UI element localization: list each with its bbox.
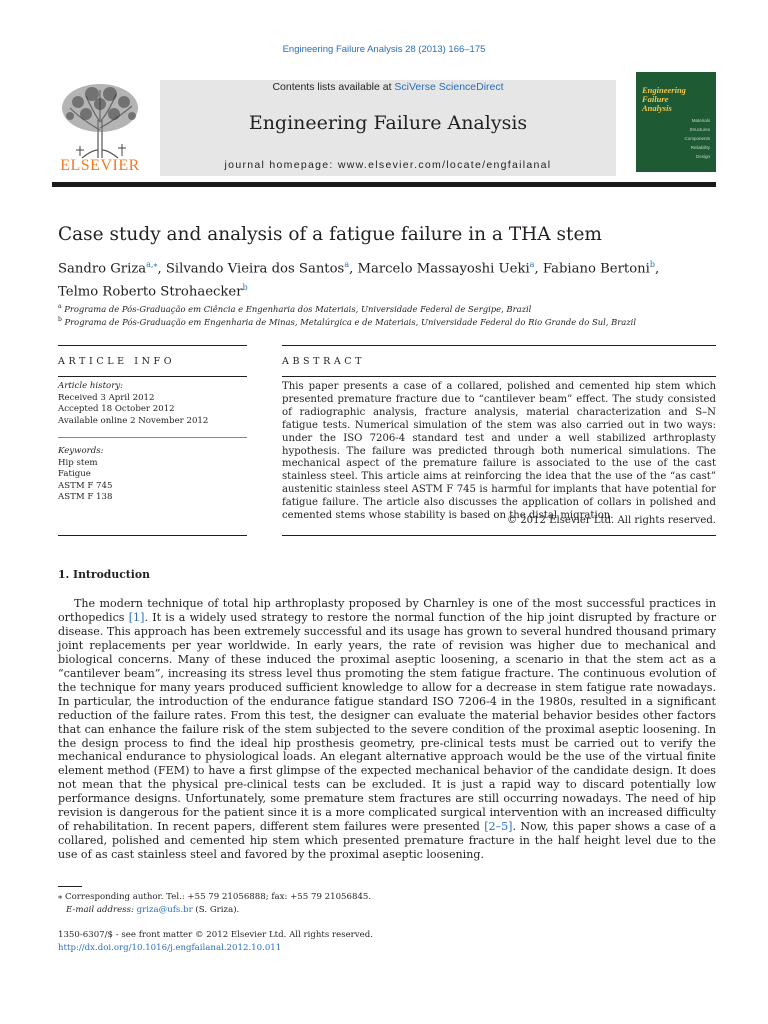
author-name: Fabiano Bertoni bbox=[542, 261, 650, 277]
author-name: Marcelo Massayoshi Ueki bbox=[357, 261, 530, 277]
author-affiliation-mark[interactable]: b bbox=[242, 282, 248, 292]
author-affiliation-mark[interactable]: a bbox=[344, 260, 350, 269]
cover-title-line: Analysis bbox=[642, 103, 672, 113]
abstract-text: This paper presents a case of a collared, polished and cemented hip stem which presented premature fracture due to “cantilever beam” effect. The study consisted of radiographic analysis, fracture analysis, material characterization and S–N fatigue tests. Numerical simulation of the stem was also carried out in two ways: under the ISO 7206-4 standard test and under a well stabilized arthroplasty hypothesis. The failure was predicted through both numerical simulations. The mechanical aspect of the premature failure is associated to the use of the cast stainless steel. This article aims at reinforcing the idea that the use of the “as cast” austenitic stainless steel ASTM F 745 is harmful for implants that have potential for fatigue failure. The article also discusses the application of collars in polished and cemented stems whose stability is based on the distal migration. bbox=[282, 381, 716, 522]
cover-subject: Design bbox=[695, 154, 710, 159]
author-separator: , bbox=[349, 261, 358, 277]
history-item: Received 3 April 2012 bbox=[58, 392, 155, 403]
section-heading-introduction: 1. Introduction bbox=[58, 568, 150, 581]
keyword: Hip stem bbox=[58, 457, 98, 468]
author-affiliation-mark[interactable]: a bbox=[529, 260, 535, 269]
footnote-mark: ⁎ bbox=[58, 892, 63, 902]
abstract-rule bbox=[282, 376, 716, 377]
paragraph-text: . Now, this paper shows a case of a collared, polished and cemented hip stem which presented premature fracture in the half height level due to the use of as cast stainless steel and favored by the proximal aseptic loosening. bbox=[58, 820, 716, 862]
email-label: E-mail address: bbox=[66, 905, 134, 915]
affiliation-mark: a bbox=[58, 303, 62, 310]
paragraph-text: The modern technique of total hip arthroplasty proposed by Charnley is one of the most successful practices in orthopedics bbox=[58, 597, 716, 624]
author-separator: , bbox=[654, 261, 660, 277]
contents-line bbox=[160, 81, 616, 93]
author-separator: , bbox=[534, 261, 543, 277]
keywords-block bbox=[58, 446, 247, 504]
affiliation-text: Programa de Pós-Graduação em Engenharia de Minas, Metalúrgica e de Materiais, Universidade Federal do Rio Grande do Sul, Brazil bbox=[64, 316, 637, 327]
header-divider bbox=[52, 182, 716, 187]
cover-subject: Reliability bbox=[690, 145, 710, 150]
author-affiliation-mark[interactable]: b bbox=[649, 260, 655, 269]
keywords-label: Keywords: bbox=[58, 446, 104, 456]
author-email-link[interactable]: griza@ufs.br bbox=[136, 905, 193, 915]
cover-subject: Components bbox=[684, 136, 710, 141]
sciencedirect-link[interactable]: SciVerse ScienceDirect bbox=[394, 81, 504, 93]
author-name: Silvando Vieira dos Santos bbox=[165, 261, 345, 277]
journal-cover-thumbnail[interactable] bbox=[636, 72, 716, 172]
journal-homepage[interactable]: journal homepage: www.elsevier.com/locate/engfailanal bbox=[224, 159, 552, 171]
affiliation-b bbox=[58, 316, 636, 327]
cover-subject: Structures bbox=[689, 127, 710, 132]
affiliation-a bbox=[58, 303, 531, 314]
article-title: Case study and analysis of a fatigue failure in a THA stem bbox=[58, 224, 602, 245]
affiliation-text: Programa de Pós-Graduação em Ciência e Engenharia dos Materiais, Universidade Federal de Sergipe, Brazil bbox=[64, 303, 532, 314]
email-suffix: (S. Griza). bbox=[192, 905, 240, 915]
contents-prefix: Contents lists available at bbox=[272, 81, 395, 93]
footnote-text: Corresponding author. Tel.: +55 79 21056888; fax: +55 79 21056845. bbox=[65, 892, 372, 902]
cover-title-line: Engineering bbox=[642, 85, 686, 95]
article-info-rule bbox=[58, 376, 247, 377]
cover-title-line: Failure bbox=[642, 94, 669, 104]
author-list bbox=[58, 256, 708, 302]
abstract-top-rule bbox=[282, 345, 716, 346]
author-affiliation-mark[interactable]: a,⁎ bbox=[146, 260, 158, 269]
issn-line: 1350-6307/$ - see front matter © 2012 Elsevier Ltd. All rights reserved. bbox=[58, 930, 373, 940]
abstract-heading: ABSTRACT bbox=[282, 356, 366, 367]
paragraph-text: . It is a widely used strategy to restore the normal function of the hip joint disrupted by fracture or disease. This approach has been extremely successful and its usage has grown to several hundred thousand primary joint replacements per year worldwide. In early years, the rate of revision was higher due to mechanical and biological concerns. Many of these induced the proximal aseptic loosening, a scenario in that the stem act as a “cantilever beam”, increasing its stress level thus promoting the stem fatigue fracture. The continuous evolution of the technique for many years produced sufficient knowledge to allow for a decrease in stem fatigue rate nowadays. In particular, the introduction of the endurance fatigue standard ISO 7206-4 in the 1980s, resulted in a significant reduction of the failure rates. From this test, the designer can evaluate the material behavior besides other factors that can enhance the failure risk of the stem subjected to the severe condition of the proximal aseptic loosening. In the design process to find the ideal hip prosthesis geometry, pre-clinical tests must be carried out to verify the mechanical endurance to physiological loads. An elegant alternative approach would be the use of the virtual finite element method (FEM) to have a first glimpse of the expected mechanical behavior of the candidate design. It does not mean that the physical pre-clinical tests can be excluded. It is just a rapid way to discard potentially low performance designs. Unfortunately, some premature stem fractures are still occurring nowadays. The need of hip revision is dangerous for the patient since it is a more complicated surgical intervention with an increased difficulty of rehabilitation. In recent papers, different stem failures were presented bbox=[58, 610, 716, 834]
keyword: Fatigue bbox=[58, 469, 91, 480]
author-separator: , bbox=[157, 261, 166, 277]
history-label: Article history: bbox=[58, 381, 124, 391]
cover-subject: Materials bbox=[691, 118, 710, 123]
cover-title bbox=[642, 86, 686, 113]
journal-citation[interactable]: Engineering Failure Analysis 28 (2013) 166–175 bbox=[282, 44, 486, 55]
publisher-name: ELSEVIER bbox=[60, 157, 140, 174]
reference-link[interactable]: [1] bbox=[128, 610, 145, 624]
article-history bbox=[58, 381, 247, 427]
history-item: Accepted 18 October 2012 bbox=[58, 404, 175, 415]
journal-title: Engineering Failure Analysis bbox=[248, 112, 528, 134]
keyword: ASTM F 745 bbox=[58, 480, 113, 491]
issn-and-doi bbox=[58, 929, 373, 954]
author-name: Telmo Roberto Strohaecker bbox=[58, 284, 243, 300]
history-item: Available online 2 November 2012 bbox=[58, 415, 209, 426]
article-info-bottom-rule bbox=[58, 535, 247, 536]
article-info-separator bbox=[58, 437, 247, 438]
author-name: Sandro Griza bbox=[58, 261, 147, 277]
abstract-bottom-rule bbox=[282, 535, 716, 536]
footnote-rule bbox=[58, 886, 82, 887]
keyword: ASTM F 138 bbox=[58, 492, 113, 503]
introduction-paragraph bbox=[58, 597, 716, 862]
article-info-heading: ARTICLE INFO bbox=[58, 356, 176, 367]
doi-link[interactable]: http://dx.doi.org/10.1016/j.engfailanal.2012.10.011 bbox=[58, 942, 282, 953]
corresponding-author-footnote bbox=[58, 891, 371, 917]
affiliation-mark: b bbox=[58, 316, 62, 323]
reference-link[interactable]: [2–5] bbox=[484, 820, 513, 834]
abstract-copyright: © 2012 Elsevier Ltd. All rights reserved. bbox=[506, 515, 716, 526]
article-info-top-rule bbox=[58, 345, 247, 346]
